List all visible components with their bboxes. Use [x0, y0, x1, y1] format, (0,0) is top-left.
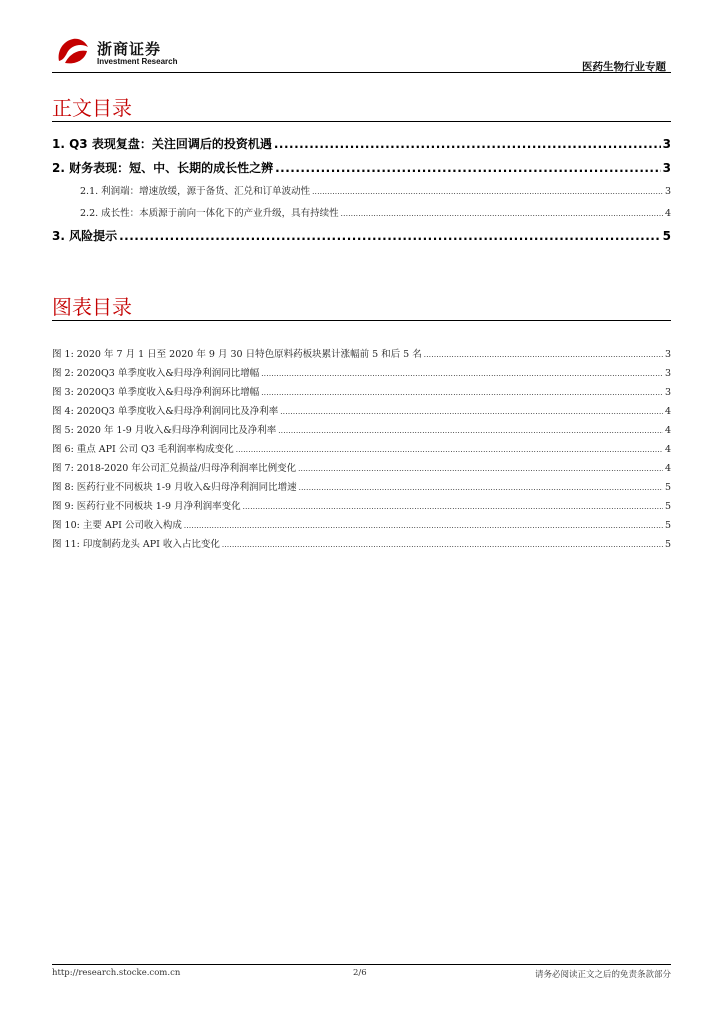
toc-leader-dots: [280, 408, 663, 416]
figure-item-label: 图 8: 医药行业不同板块 1-9 月收入&归母净利润同比增速: [52, 482, 297, 493]
toc-item-2-2[interactable]: [80, 205, 671, 219]
toc-item-1[interactable]: [52, 135, 671, 152]
toc-leader-dots: [243, 503, 663, 511]
figure-item-label: 图 7: 2018-2020 年公司汇兑损益/归母净利润率比例变化: [52, 463, 297, 474]
figure-item-page: 5: [664, 501, 671, 512]
figure-item-label: 图 3: 2020Q3 单季度收入&归母净利润环比增幅: [52, 387, 260, 398]
footer-page-number: 2/6: [353, 968, 367, 978]
figure-item-page: 3: [664, 368, 671, 379]
toc-item-2[interactable]: [52, 159, 671, 176]
report-category: 医药生物行业专题: [582, 61, 666, 73]
toc-item-page: 5: [662, 229, 671, 243]
footer-divider: [52, 964, 671, 965]
toc-item-page: 4: [664, 208, 671, 219]
figure-item-page: 3: [664, 349, 671, 360]
toc-item-label: 2.1. 利润端：增速放缓，源于备货、汇兑和订单波动性: [80, 186, 311, 197]
toc-leader-dots: [261, 389, 663, 397]
toc-title: 正文目录: [52, 96, 132, 120]
figure-item-7[interactable]: [52, 460, 671, 474]
toc-leader-dots: [312, 188, 663, 196]
toc-leader-dots: [236, 446, 663, 454]
figures-title: 图表目录: [52, 295, 132, 319]
toc-leader-dots: [274, 137, 661, 151]
footer-disclaimer: 请务必阅读正文之后的免责条款部分: [534, 970, 671, 980]
toc-item-page: 3: [662, 137, 671, 151]
toc-leader-dots: [299, 484, 663, 492]
figure-item-page: 5: [664, 482, 671, 493]
toc-leader-dots: [424, 351, 663, 359]
figures-title-rule: [52, 320, 671, 321]
figure-item-4[interactable]: [52, 403, 671, 417]
toc-item-label: 3. 风险提示: [52, 229, 118, 243]
toc-leader-dots: [261, 370, 663, 378]
figure-item-10[interactable]: [52, 517, 671, 531]
figure-item-8[interactable]: [52, 479, 671, 493]
figure-item-5[interactable]: [52, 422, 671, 436]
toc-leader-dots: [341, 210, 663, 218]
figure-item-page: 5: [664, 520, 671, 531]
toc-leader-dots: [119, 229, 661, 243]
figure-item-label: 图 6: 重点 API 公司 Q3 毛利润率构成变化: [52, 444, 234, 455]
figure-item-page: 5: [664, 539, 671, 550]
toc-leader-dots: [298, 465, 663, 473]
header-divider: [52, 72, 671, 73]
toc-item-page: 3: [662, 161, 671, 175]
figure-item-9[interactable]: [52, 498, 671, 512]
footer-url[interactable]: http://research.stocke.com.cn: [52, 968, 181, 978]
figure-item-page: 3: [664, 387, 671, 398]
toc-leader-dots: [278, 427, 663, 435]
toc-item-label: 2.2. 成长性：本质源于前向一体化下的产业升级，具有持续性: [80, 208, 339, 219]
figure-item-label: 图 2: 2020Q3 单季度收入&归母净利润同比增幅: [52, 368, 260, 379]
figure-item-page: 4: [664, 406, 671, 417]
figure-item-page: 4: [664, 444, 671, 455]
toc-leader-dots: [222, 541, 663, 549]
figure-item-label: 图 5: 2020 年 1-9 月收入&归母净利润同比及净利率: [52, 425, 277, 436]
toc-item-page: 3: [664, 186, 671, 197]
figure-item-label: 图 9: 医药行业不同板块 1-9 月净利润率变化: [52, 501, 241, 512]
toc-title-rule: [52, 121, 671, 122]
toc-item-label: 2. 财务表现：短、中、长期的成长性之辨: [52, 161, 274, 175]
figure-item-11[interactable]: [52, 536, 671, 550]
company-logo-icon: [55, 35, 91, 67]
figure-item-page: 4: [664, 463, 671, 474]
figure-item-label: 图 1: 2020 年 7 月 1 日至 2020 年 9 月 30 日特色原料药板块累计涨幅前 5 和后 5 名: [52, 349, 422, 360]
toc-leader-dots: [184, 522, 663, 530]
toc-item-2-1[interactable]: [80, 183, 671, 197]
figure-item-page: 4: [664, 425, 671, 436]
figure-item-label: 图 10: 主要 API 公司收入构成: [52, 520, 182, 531]
figure-item-label: 图 11: 印度制药龙头 API 收入占比变化: [52, 539, 220, 550]
toc-item-3[interactable]: [52, 227, 671, 244]
company-name-en: Investment Research: [97, 57, 178, 66]
figure-item-1[interactable]: [52, 346, 671, 360]
figure-item-2[interactable]: [52, 365, 671, 379]
toc-item-label: 1. Q3 表现复盘：关注回调后的投资机遇: [52, 137, 272, 151]
toc-leader-dots: [275, 161, 661, 175]
figure-item-label: 图 4: 2020Q3 单季度收入&归母净利润同比及净利率: [52, 406, 279, 417]
figure-item-3[interactable]: [52, 384, 671, 398]
figure-item-6[interactable]: [52, 441, 671, 455]
company-name-cn: 浙商证券: [97, 40, 162, 58]
